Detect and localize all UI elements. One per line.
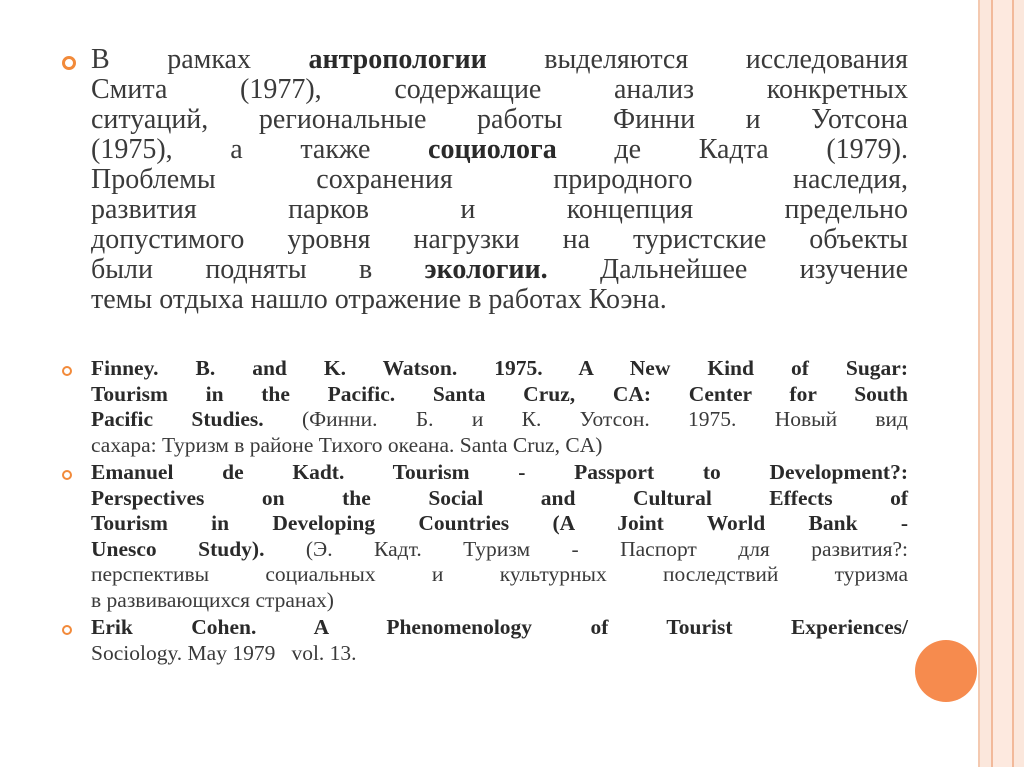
decorative-border-stripes (974, 0, 1024, 767)
text-line: ситуаций, региональные работы Финни и Уотсона (91, 104, 908, 135)
text-line: В рамках антропологии выделяются исследования (91, 44, 908, 75)
bullet-ring-icon (62, 366, 72, 376)
text-line: развития парков и концепция предельно (91, 194, 908, 225)
bullet-ring-icon (62, 56, 76, 70)
text-line: Sociology. May 1979 vol. 13. (91, 640, 357, 665)
text-line: (1975), а также социолога де Кадта (1979). (91, 134, 908, 165)
text-line: темы отдыха нашло отражение в работах Коэна. (91, 284, 667, 315)
text-line: перспективы социальных и культурных последствий туризма (91, 562, 908, 586)
text-line: Emanuel de Kadt. Tourism - Passport to Development?: (91, 460, 908, 484)
text-line: допустимого уровня нагрузки на туристские объекты (91, 224, 908, 255)
text-line: были подняты в экологии. Дальнейшее изучение (91, 254, 908, 285)
bullet-ring-icon (62, 470, 72, 480)
decorative-orange-circle (915, 640, 977, 702)
text-line: Pacific Studies. (Финни. Б. и К. Уотсон. 1975. Новый вид (91, 407, 908, 431)
text-line: Perspectives on the Social and Cultural Effects of (91, 485, 908, 510)
bullet-item-reference-cohen (62, 615, 908, 666)
text-line: Finney. B. and K. Watson. 1975. A New Kind of Sugar: (91, 356, 908, 380)
slide-content (62, 45, 908, 666)
bullet-ring-icon (62, 625, 72, 635)
text-line: Проблемы сохранения природного наследия, (91, 164, 908, 195)
text-line: сахара: Туризм в районе Тихого океана. Santa Cruz, CA) (91, 432, 603, 457)
text-line: Tourism in the Pacific. Santa Cruz, CA: Center for South (91, 381, 908, 406)
text-line: Смита (1977), содержащие анализ конкретных (91, 74, 908, 105)
bullet-item-main-paragraph (62, 45, 908, 315)
text-line: Erik Cohen. A Phenomenology of Tourist Experiences/ (91, 615, 908, 639)
bullet-item-reference-finney (62, 356, 908, 458)
text-line: в развивающихся странах) (91, 587, 334, 612)
bullet-item-reference-kadt (62, 460, 908, 613)
text-line: Unesco Study). (Э. Кадт. Туризм - Паспорт для развития?: (91, 536, 908, 561)
text-line: Tourism in Developing Countries (A Joint World Bank - (91, 511, 908, 535)
